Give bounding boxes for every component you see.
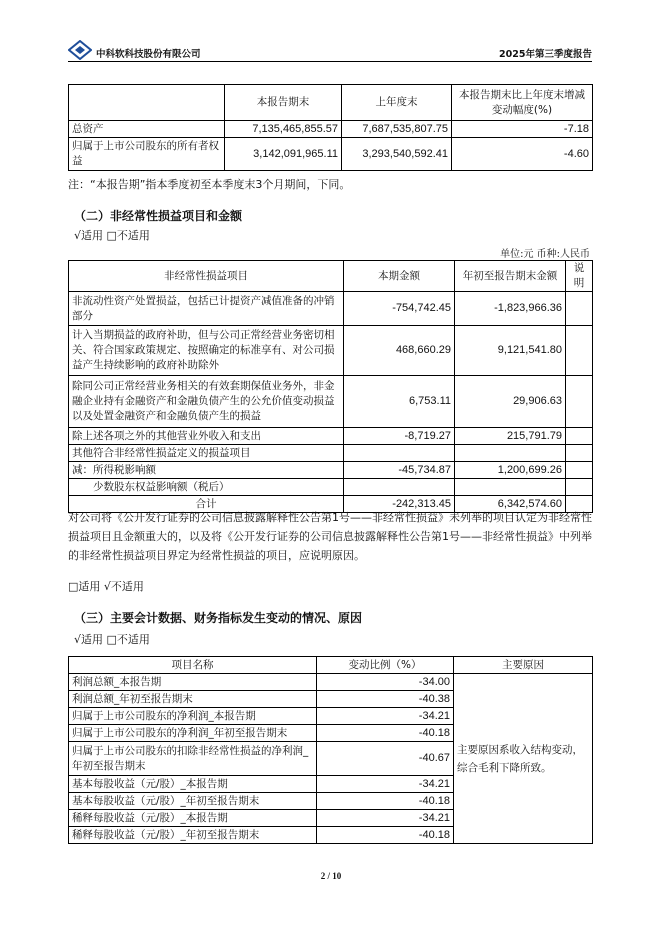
value-cell: -7.18 xyxy=(452,121,593,138)
value-cell: -40.67 xyxy=(317,742,454,776)
table-row xyxy=(69,428,593,445)
note-cell xyxy=(566,479,593,496)
table-header-cell: 主要原因 xyxy=(454,657,593,674)
row-label: 除上述各项之外的其他营业外收入和支出 xyxy=(69,428,344,445)
applicable-check: □适用 √不适用 xyxy=(68,580,144,593)
table-header-cell xyxy=(69,85,225,121)
value-cell: -4.60 xyxy=(452,138,593,171)
explanation-paragraph: 对公司将《公开发行证券的公司信息披露解释性公告第1号——非经常性损益》未列举的项目认定为非经常性损益项目且金额重大的，以及将《公开发行证券的公司信息披露解释性公告第1号——非经常性损益》中列举的非经常性损益项目界定为经常性损益的项目，应说明原因。 xyxy=(68,511,592,562)
report-title: 2025年第三季度报告 xyxy=(499,49,592,60)
table-row xyxy=(69,674,593,691)
changes-table xyxy=(68,656,593,844)
row-label: 稀释每股收益（元/股）_本报告期 xyxy=(69,810,317,827)
company-logo-icon xyxy=(68,40,92,60)
table-row xyxy=(69,121,593,138)
row-label: 基本每股收益（元/股）_年初至报告期末 xyxy=(69,793,317,810)
note-cell xyxy=(566,428,593,445)
value-cell: -1,823,966.36 xyxy=(455,292,566,326)
note-cell xyxy=(566,462,593,479)
unit-label: 单位:元 币种:人民币 xyxy=(500,249,590,260)
row-label: 基本每股收益（元/股）_本报告期 xyxy=(69,776,317,793)
note-cell xyxy=(566,445,593,462)
value-cell: 215,791.79 xyxy=(455,428,566,445)
value-cell: 29,906.63 xyxy=(455,376,566,428)
row-label: 归属于上市公司股东的净利润_年初至报告期末 xyxy=(69,725,317,742)
value-cell: -34.21 xyxy=(317,776,454,793)
table-row xyxy=(69,292,593,326)
value-cell: 6,342,574.60 xyxy=(455,496,566,513)
value-cell: 3,293,540,592.41 xyxy=(342,138,452,171)
applicable-check: √适用 □不适用 xyxy=(74,633,150,646)
row-label: 减：所得税影响额 xyxy=(69,462,344,479)
table-header-cell: 上年度末 xyxy=(342,85,452,121)
table-row xyxy=(69,376,593,428)
nonrecurring-table xyxy=(68,260,593,513)
balance-table xyxy=(68,84,593,171)
value-cell: -34.00 xyxy=(317,674,454,691)
value-cell: 6,753.11 xyxy=(344,376,455,428)
value-cell: -40.18 xyxy=(317,725,454,742)
value-cell xyxy=(344,445,455,462)
value-cell xyxy=(344,479,455,496)
note-text: 注：“本报告期”指本季度初至本季度末3个月期间，下同。 xyxy=(68,178,351,191)
value-cell: 468,660.29 xyxy=(344,326,455,376)
table-row xyxy=(69,138,593,171)
page-number: 2 / 10 xyxy=(320,871,342,881)
value-cell: 7,135,465,855.57 xyxy=(225,121,342,138)
value-cell: -40.38 xyxy=(317,691,454,708)
header-divider xyxy=(68,61,592,62)
value-cell xyxy=(455,445,566,462)
table-row xyxy=(69,462,593,479)
table-header-cell: 本期金额 xyxy=(344,261,455,292)
value-cell: -40.18 xyxy=(317,793,454,810)
table-header-cell: 项目名称 xyxy=(69,657,317,674)
table-header-cell: 非经常性损益项目 xyxy=(69,261,344,292)
value-cell: 3,142,091,965.11 xyxy=(225,138,342,171)
value-cell: -34.21 xyxy=(317,810,454,827)
note-cell xyxy=(566,326,593,376)
section-title: （二）非经常性损益项目和金额 xyxy=(74,209,243,223)
value-cell: -8,719.27 xyxy=(344,428,455,445)
value-cell: -45,734.87 xyxy=(344,462,455,479)
value-cell: 1,200,699.26 xyxy=(455,462,566,479)
note-cell xyxy=(566,292,593,326)
table-row xyxy=(69,326,593,376)
row-label: 归属于上市公司股东的所有者权益 xyxy=(69,138,225,171)
row-label: 合计 xyxy=(69,496,344,513)
row-label: 其他符合非经常性损益定义的损益项目 xyxy=(69,445,344,462)
value-cell xyxy=(455,479,566,496)
table-header-cell: 本报告期末比上年度末增减变动幅度(%) xyxy=(452,85,593,121)
company-name: 中科软科技股份有限公司 xyxy=(96,49,201,60)
row-label: 计入当期损益的政府补助，但与公司正常经营业务密切相关、符合国家政策规定、按照确定的标准享有、对公司损益产生持续影响的政府补助除外 xyxy=(69,326,344,376)
row-label: 少数股东权益影响额（税后） xyxy=(69,479,344,496)
section-title: （三）主要会计数据、财务指标发生变动的情况、原因 xyxy=(74,611,363,625)
value-cell: -754,742.45 xyxy=(344,292,455,326)
value-cell: -34.21 xyxy=(317,708,454,725)
row-label: 总资产 xyxy=(69,121,225,138)
table-row xyxy=(69,445,593,462)
value-cell: 7,687,535,807.75 xyxy=(342,121,452,138)
reason-cell: 主要原因系收入结构变动，综合毛利下降所致。 xyxy=(454,674,593,844)
row-label: 利润总额_年初至报告期末 xyxy=(69,691,317,708)
value-cell: -40.18 xyxy=(317,827,454,844)
table-header-cell: 说明 xyxy=(566,261,593,292)
table-header-cell: 年初至报告期末金额 xyxy=(455,261,566,292)
table-header-cell: 本报告期末 xyxy=(225,85,342,121)
note-cell xyxy=(566,376,593,428)
row-label: 非流动性资产处置损益，包括已计提资产减值准备的冲销部分 xyxy=(69,292,344,326)
row-label: 除同公司正常经营业务相关的有效套期保值业务外，非金融企业持有金融资产和金融负债产生的公允价值变动损益以及处置金融资产和金融负债产生的损益 xyxy=(69,376,344,428)
table-header-cell: 变动比例（%） xyxy=(317,657,454,674)
table-row xyxy=(69,479,593,496)
row-label: 归属于上市公司股东的扣除非经常性损益的净利润_年初至报告期末 xyxy=(69,742,317,776)
row-label: 归属于上市公司股东的净利润_本报告期 xyxy=(69,708,317,725)
row-label: 利润总额_本报告期 xyxy=(69,674,317,691)
value-cell: 9,121,541.80 xyxy=(455,326,566,376)
applicable-check: √适用 □不适用 xyxy=(74,229,150,242)
row-label: 稀释每股收益（元/股）_年初至报告期末 xyxy=(69,827,317,844)
value-cell: -242,313.45 xyxy=(344,496,455,513)
